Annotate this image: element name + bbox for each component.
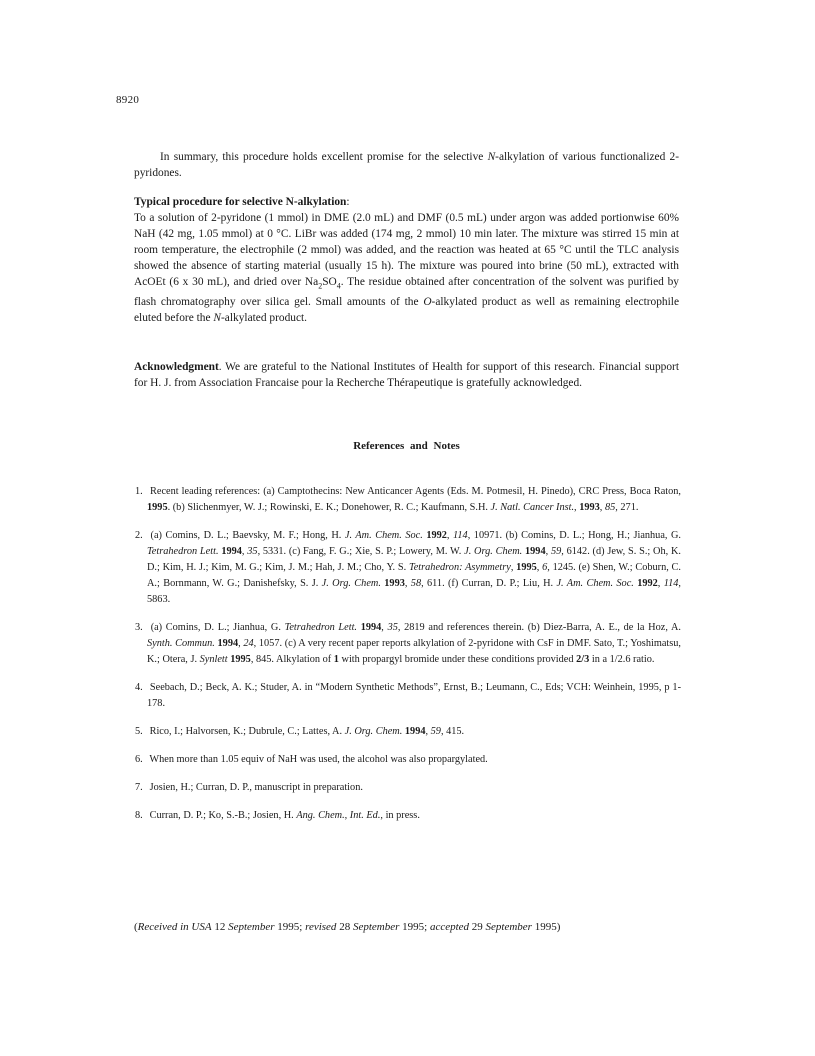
reference-1: 1. Recent leading references: (a) Camptothecins: New Anticancer Agents (Eds. M. Potmesil, H. Pinedo), CRC Press, Boca Raton, 1995. (b) Slichenmyer, W. J.; Rowinski, E. K.; Donehower, R. C.; Kaufmann, S.H. J. Natl. Cancer Inst., 1993, 85, 271.	[135, 486, 681, 513]
procedure-body: To a solution of 2-pyridone (1 mmol) in DME (2.0 mL) and DMF (0.5 mL) under argon was added portionwise 60% NaH (42 mg, 1.05 mmol) at 0 °C. LiBr was added (174 mg, 2 mmol) 10 min later. The mixture was stirred 15 min at room temperature, the electrophile (2 mmol) was added, and the reaction was heated at 65 °C until the TLC analysis showed the absence of starting material (usually 15 h). The mixture was poured into brine (50 mL), extracted with AcOEt (6 x 30 mL), and dried over $Na_2SO_4$. The residue obtained after concentration of the solvent was purified by flash chromatography over silica gel. Small amounts of the O-alkylated product as well as remaining electrophile eluted before the N-alkylated product.	[134, 212, 680, 325]
reference-5: 5. Rico, I.; Halvorsen, K.; Dubrule, C.; Lattes, A. J. Org. Chem. 1994, 59, 415.	[135, 726, 465, 737]
reference-3: 3. (a) Comins, D. L.; Jianhua, G. Tetrahedron Lett. 1994, 35, 2819 and references therein. (b) Diez-Barra, A. E., de la Hoz, A. Synth. Commun. 1994, 24, 1057. (c) A very recent paper reports alkylation of 2-pyridone with CsF in DMF. Sato, T.; Yoshimatsu, K.; Otera, J. Synlett 1995, 845. Alkylation of 1 with propargyl bromide under these conditions provided 2/3 in a 1/2.6 ratio.	[135, 622, 682, 665]
reference-7: 7. Josien, H.; Curran, D. P., manuscript in preparation.	[135, 782, 363, 793]
summary-paragraph: In summary, this procedure holds excellent promise for the selective N-alkylation of various functionalized 2-pyridones.	[134, 151, 679, 179]
acknowledgment-heading: Acknowledgment	[134, 361, 219, 373]
references-heading: References and Notes	[353, 440, 460, 452]
reference-8: 8. Curran, D. P.; Ko, S.-B.; Josien, H. Ang. Chem., Int. Ed., in press.	[135, 810, 420, 821]
references-list	[135, 484, 681, 824]
procedure-heading: Typical procedure for selective N-alkylation	[134, 196, 347, 208]
procedure-section: Typical procedure for selective N-alkylation: To a solution of 2-pyridone (1 mmol) in DME (2.0 mL) and DMF (0.5 mL) under argon was added portionwise 60% NaH (42 mg, 1.05 mmol) at 0 °C. LiBr was added (174 mg, 2 mmol) 10 min later. The mixture was stirred 15 min at room temperature, the electrophile (2 mmol) was added, and the reaction was heated at 65 °C until the TLC analysis showed the absence of starting material (usually 15 h). The mixture was poured into brine (50 mL), extracted with AcOEt (6 x 30 mL), and dried over $Na_2SO_4$. The residue obtained after concentration of the solvent was purified by flash chromatography over silica gel. Small amounts of the O-alkylated product as well as remaining electrophile eluted before the N-alkylated product.	[134, 196, 680, 325]
received-dates: (Received in USA 12 September 1995; revised 28 September 1995; accepted 29 September 1995)	[134, 921, 561, 933]
reference-6: 6. When more than 1.05 equiv of NaH was used, the alcohol was also propargylated.	[135, 754, 488, 765]
reference-2: 2. (a) Comins, D. L.; Baevsky, M. F.; Hong, H. J. Am. Chem. Soc. 1992, 114, 10971. (b) Comins, D. L.; Hong, H.; Jianhua, G. Tetrahedron Lett. 1994, 35, 5331. (c) Fang, F. G.; Xie, S. P.; Lowery, M. W. J. Org. Chem. 1994, 59, 6142. (d) Jew, S. S.; Oh, K. D.; Kim, H. J.; Kim, M. G.; Kim, J. M.; Hah, J. M.; Cho, Y. S. Tetrahedron: Asymmetry, 1995, 6, 1245. (e) Shen, W.; Coburn, C. A.; Bornmann, W. G.; Danishefsky, S. J. J. Org. Chem. 1993, 58, 611. (f) Curran, D. P.; Liu, H. J. Am. Chem. Soc. 1992, 114, 5863.	[135, 530, 682, 605]
page-number: 8920	[116, 94, 140, 106]
reference-4: 4. Seebach, D.; Beck, A. K.; Studer, A. in “Modern Synthetic Methods”, Ernst, B.; Leumann, C., Eds; VCH: Weinhein, 1995, p 1-178.	[135, 682, 681, 709]
acknowledgment-paragraph: Acknowledgment. We are grateful to the National Institutes of Health for support of this research. Financial support for H. J. from Association Francaise pour la Recherche Thérapeutique is gratefully acknowledged.	[134, 361, 679, 389]
